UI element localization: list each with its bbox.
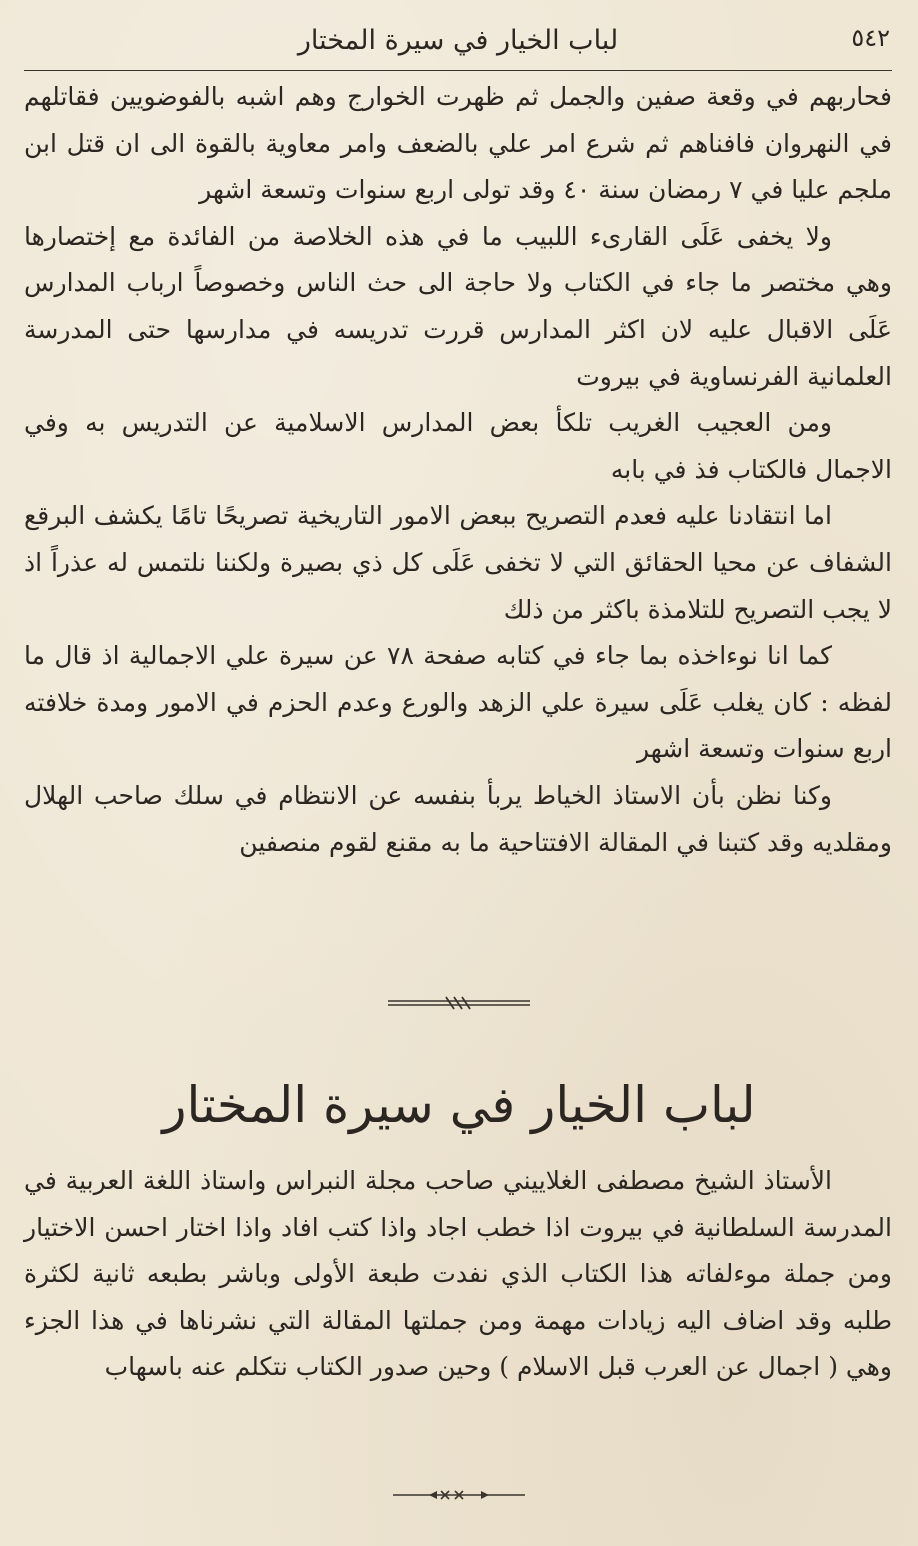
end-ornament-icon [389, 1488, 529, 1502]
header-rule [24, 70, 892, 71]
paragraph: وكنا نظن بأن الاستاذ الخياط يربأ بنفسه عن الانتظام في سلك صاحب الهلال ومقلديه وقد كتبنا في المقالة الافتتاحية ما به مقنع لقوم منصفين [24, 780, 892, 857]
paragraph: ومن العجيب الغريب تلكأ بعض المدارس الاسلامية عن التدريس به وفي الاجمال فالكتاب فذ في بابه [24, 408, 892, 484]
page-number: ٥٤٢ [851, 24, 890, 52]
paragraph: فحاربهم في وقعة صفين والجمل ثم ظهرت الخوارج وهم اشبه بالفوضويين فقاتلهم في النهروان فافناهم ثم شرع امر علي بالضعف وامر معاوية بالقوة الى ان قتل ابن ملجم عليا في ٧ رمضان سنة ٤٠ وقد تولى اربع سنوات وتسعة اشهر [24, 82, 892, 205]
divider-ornament-icon [384, 995, 534, 1011]
paragraph: اما انتقادنا عليه فعدم التصريح ببعض الامور التاريخية تصريحًا تامًا يكشف البرقع الشفاف عن محيا الحقائق التي لا تخفى عَلَى كل ذي بصيرة ولكننا نلتمس له عذراً اذ لا يجب التصريح للتلامذة باكثر من ذلك [24, 501, 892, 624]
paragraph: الأستاذ الشيخ مصطفى الغلاييني صاحب مجلة النبراس واستاذ اللغة العربية في المدرسة السلطانية في بيروت اذا خطب اجاد واذا كتب افاد واذا اختار احسن الاختيار ومن جملة موءلفاته هذا الكتاب الذي نفدت طبعة الأولى وباشر بطبعه ثانية لكثرة طلبه وقد اضاف اليه زيادات مهمة ومن جملتها المقالة التي نشرناها في هذا الجزء وهي ( اجمال عن العرب قبل الاسلام ) وحين صدور الكتاب نتكلم عنه باسهاب [24, 1166, 892, 1382]
paragraph: كما انا نوءاخذه بما جاء في كتابه صفحة ٧٨ عن سيرة علي الاجمالية اذ قال ما لفظه : كان يغلب عَلَى سيرة علي الزهد والورع وعدم الحزم في الامور ومدة خلافته اربع سنوات وتسعة اشهر [24, 641, 892, 764]
divider-ornament [0, 995, 918, 1011]
section-title: لباب الخيار في سيرة المختار [162, 1076, 756, 1134]
running-header [26, 18, 890, 62]
paragraph: ولا يخفى عَلَى القارىء اللبيب ما في هذه الخلاصة من الفائدة مع إختصارها وهي مختصر ما جاء في الكتاب ولا حاجة الى حث الناس وخصوصاً ارباب المدارس عَلَى الاقبال عليه لان اكثر المدارس قررت تدريسه في مدارسها حتى المدرسة العلمانية الفرنساوية في بيروت [24, 221, 892, 391]
end-ornament [0, 1488, 918, 1502]
running-title: لباب الخيار في سيرة المختار [297, 24, 619, 56]
section-text [24, 1158, 892, 1391]
body-text [24, 74, 892, 866]
